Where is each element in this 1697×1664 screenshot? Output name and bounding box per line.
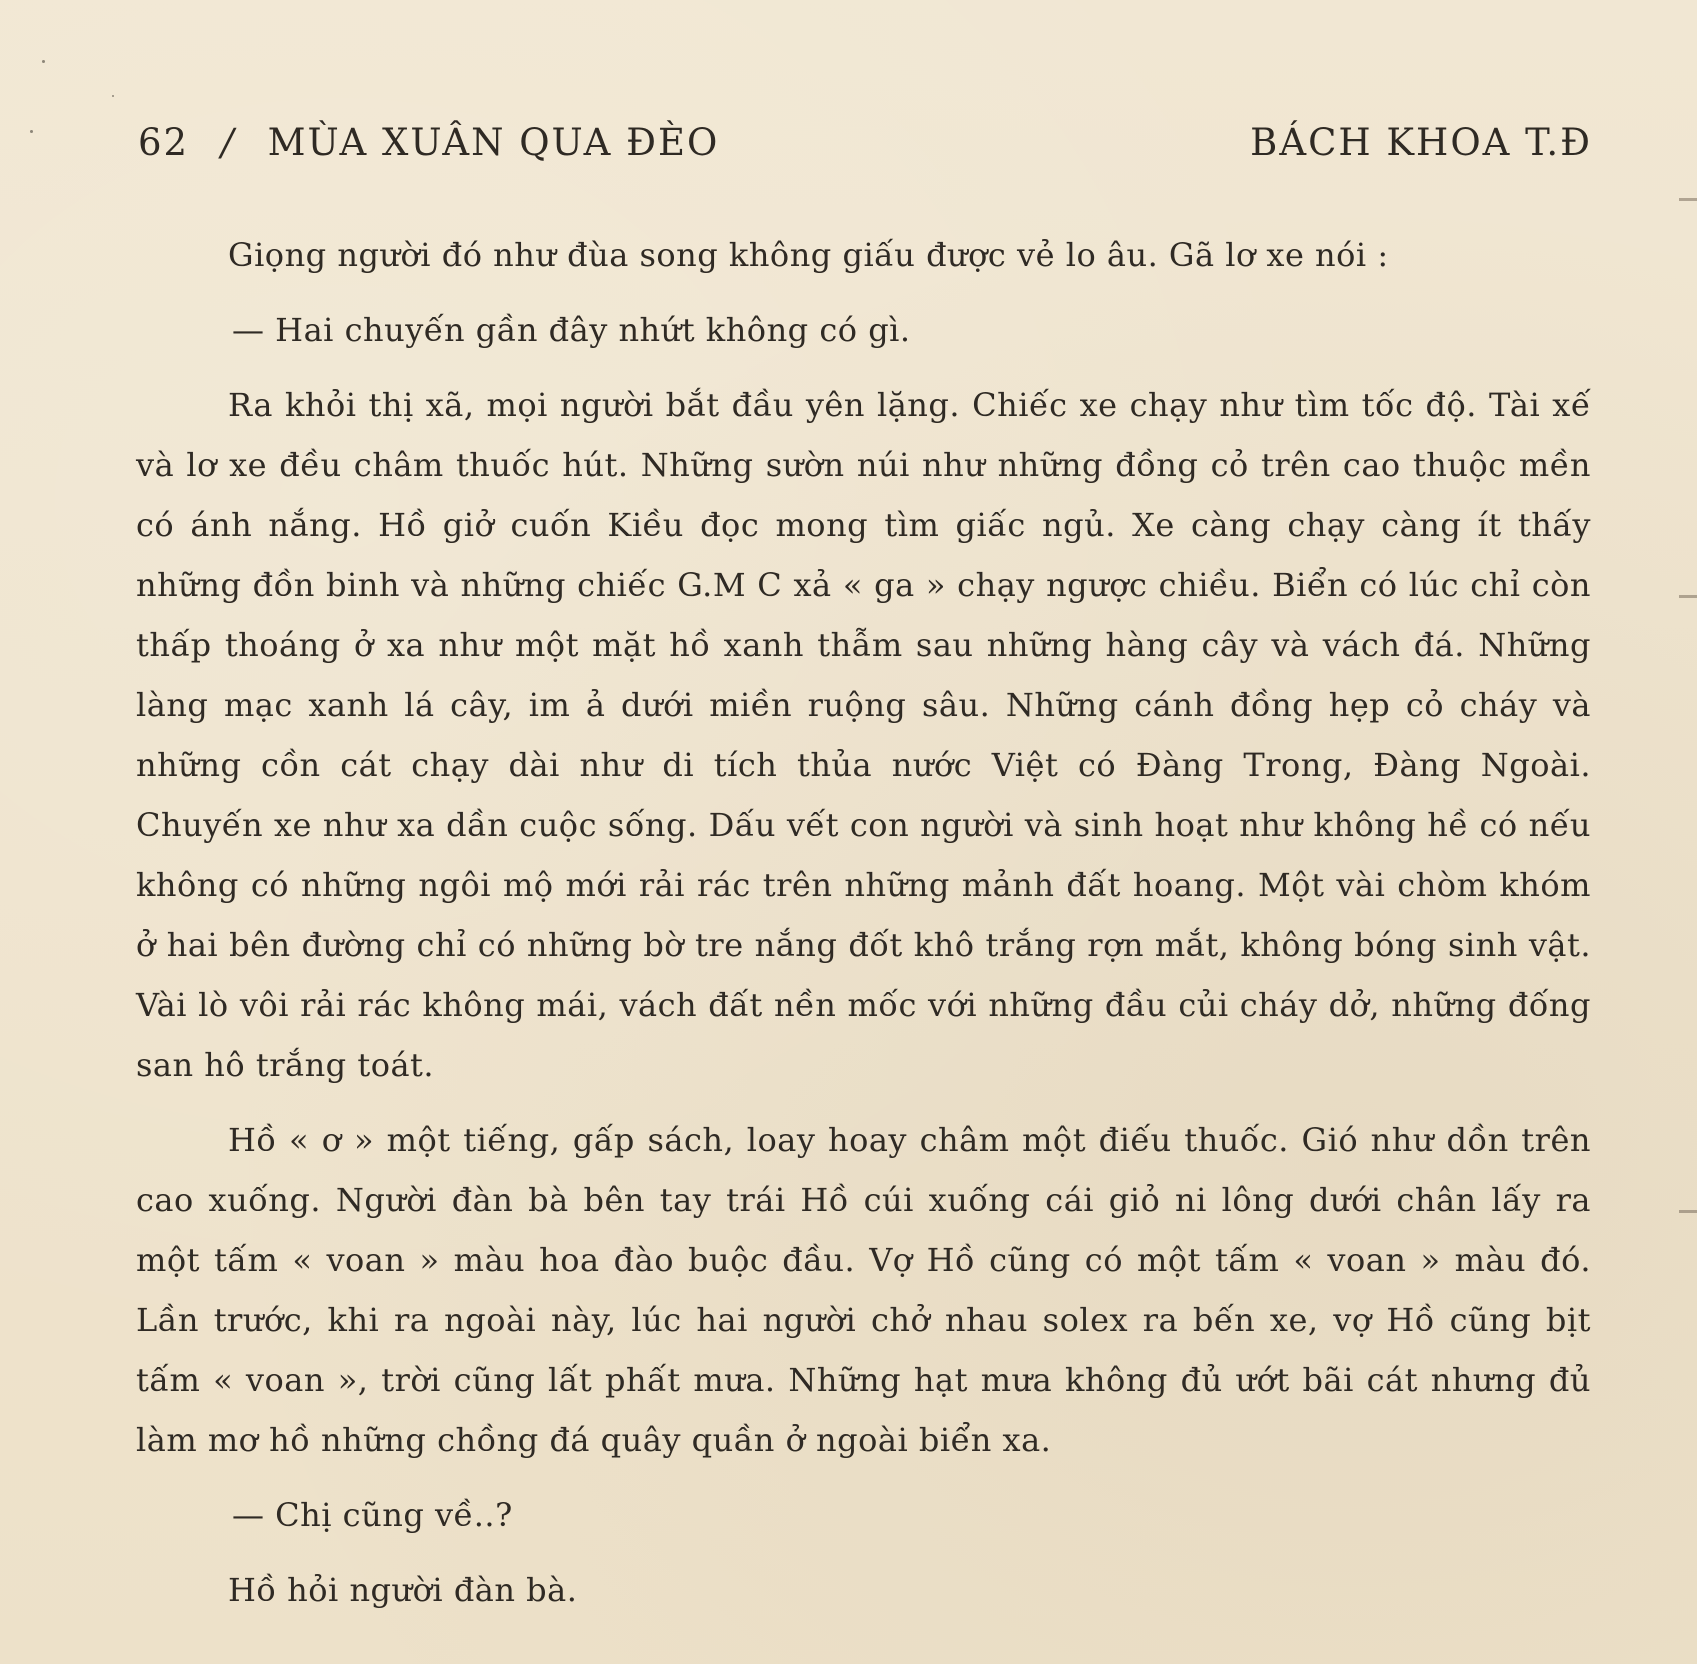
paragraph: Hồ hỏi người đàn bà.: [228, 1571, 578, 1609]
dialog-line: — Hai chuyến gần đây nhứt không có gì.: [232, 311, 911, 349]
story-body: [136, 225, 1591, 1635]
running-header: [138, 118, 1592, 166]
paragraph: Ra khỏi thị xã, mọi người bắt đầu yên lặng. Chiếc xe chạy như tìm tốc độ. Tài xế và lơ xe đều châm thuốc hút. Những sườn núi như những đồng cỏ trên cao thuộc mền có ánh nắng. Hồ giở cuốn Kiều đọc mong tìm giấc ngủ. Xe càng chạy càng ít thấy những đồn binh và những chiếc G.M C xả « ga » chạy ngược chiều. Biển có lúc chỉ còn thấp thoáng ở xa như một mặt hồ xanh thẫm sau những hàng cây và vách đá. Những làng mạc xanh lá cây, im ả dưới miền ruộng sâu. Những cánh đồng hẹp cỏ cháy và những cồn cát chạy dài như di tích thủa nước Việt có Đàng Trong, Đàng Ngoài. Chuyến xe như xa dần cuộc sống. Dấu vết con người và sinh hoạt như không hề có nếu không có những ngôi mộ mới rải rác trên những mảnh đất hoang. Một vài chòm khóm ở hai bên đường chỉ có những bờ tre nắng đốt khô trắng rợn mắt, không bóng sinh vật. Vài lò vôi rải rác không mái, vách đất nền mốc với những đầu củi cháy dở, những đống san hô trắng toát.: [136, 386, 1591, 1084]
header-left: [138, 121, 719, 164]
page-edge-mark: [1679, 595, 1697, 598]
story-title: MÙA XUÂN QUA ĐÈO: [267, 120, 720, 164]
page-edge-mark: [1679, 1210, 1697, 1213]
header-separator: /: [221, 120, 236, 164]
journal-name: BÁCH KHOA T.Đ: [1250, 120, 1592, 164]
page-number: 62: [138, 120, 190, 164]
paragraph: Giọng người đó như đùa song không giấu được vẻ lo âu. Gã lơ xe nói :: [228, 236, 1389, 274]
dialog-line: — Chị cũng về..?: [232, 1496, 513, 1534]
page-edge-mark: [1679, 198, 1697, 201]
paragraph: Hồ « ơ » một tiếng, gấp sách, loay hoay châm một điếu thuốc. Gió như dồn trên cao xuống. Người đàn bà bên tay trái Hồ cúi xuống cái giỏ ni lông dưới chân lấy ra một tấm « voan » màu hoa đào buộc đầu. Vợ Hồ cũng có một tấm « voan » màu đó. Lần trước, khi ra ngoài này, lúc hai người chở nhau solex ra bến xe, vợ Hồ cũng bịt tấm « voan », trời cũng lất phất mưa. Những hạt mưa không đủ ướt bãi cát nhưng đủ làm mơ hồ những chồng đá quây quần ở ngoài biển xa.: [136, 1121, 1591, 1459]
paper-speck: [112, 95, 114, 97]
paper-speck: [30, 130, 33, 133]
paper-speck: [42, 60, 45, 63]
